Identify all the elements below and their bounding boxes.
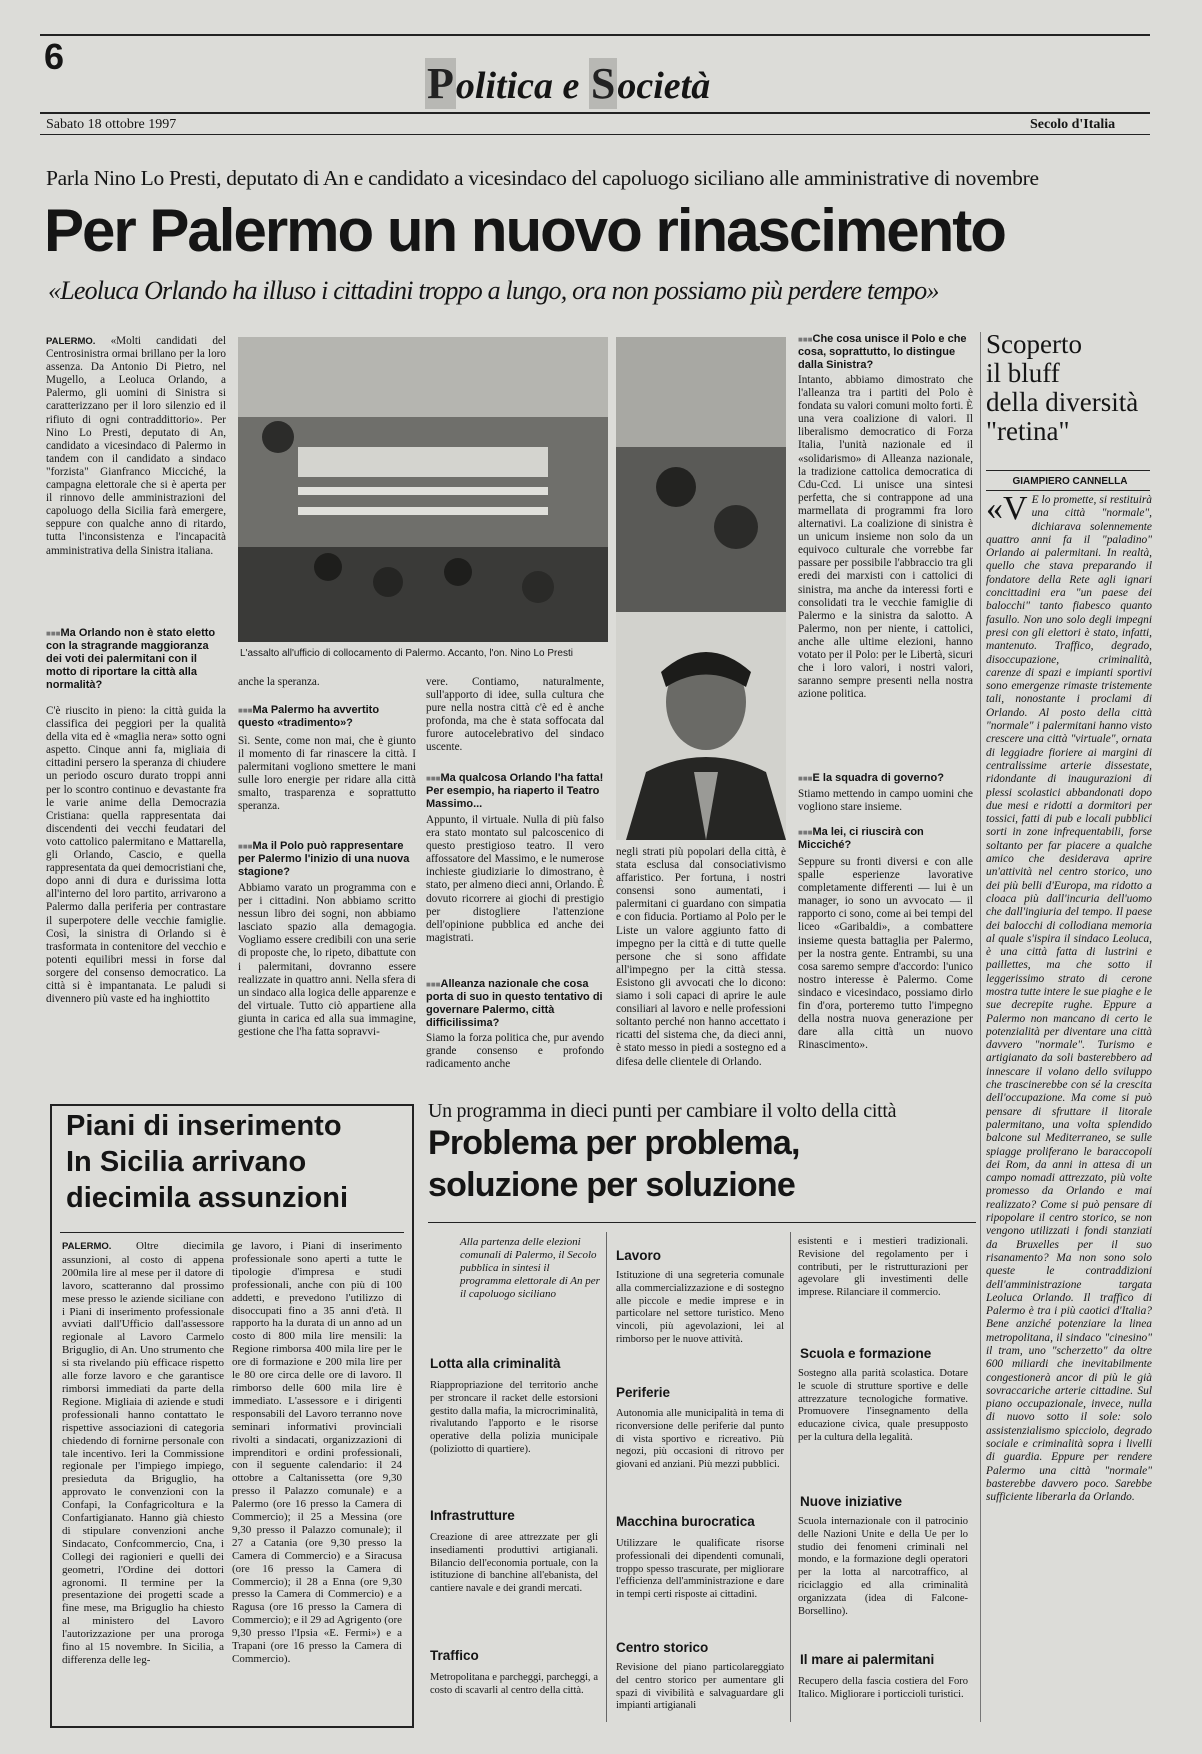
box-headline <box>66 1108 406 1216</box>
main-question-1: ■■■ Ma Orlando non è stato eletto con la stragrande maggioranza dei voti dei palermitani con il motto di riportare la città alla normalità? <box>46 627 226 692</box>
program-item-7-continued: esistenti e i mestieri tradizionali. Revisione del regolamento per i contributi, per le ristrutturazioni per agevolare gli investimenti delle imprese. Rilanciare il commercio. <box>798 1236 968 1299</box>
box-col-1-text: Oltre diecimila assunzioni, al costo di appena 200mila lire al mese per il datore di lavoro, scatteranno dal prossimo mese presso le aziende siciliane con i Piani di inserimento professionale avviati dall'Ufficio dall'assessore regionale al Lavoro Carmelo Briguglio, di An. Uno strumento che si sta rivelando più efficace rispetto alle forze lavoro e che garantisce rimborsi immediati da parte della Regione. Migliaia di aziende e studi professionali hanno contattato le rispettive associazioni di categoria chiedendo di fornirne personale con tale incentivo. Ieri la Commissione regionale per l'impiego impiego, presieduta da Briguglio, ha approvato le convenzioni con la Confapi, la Confagricoltura e la Confartigianato. Hanno già chiesto di stipulare convenzioni anche Sindacato, Confcommercio, Cna, i Collegi dei ragionieri e quelli dei geometri, l'Ordine dei dottori agronomi. Il termine per la presentazione dei progetti scade a fine mese, ma Briguglio ha chiesto al ministero del Lavoro l'autorizzazione per una proroga fino al 15 novembre. In Sicilia, a differenza delle leg- <box>62 1240 224 1666</box>
main-dateline: PALERMO. <box>46 336 96 347</box>
section-title <box>425 58 865 109</box>
photo-crowd-image <box>238 337 608 642</box>
program-item-8-text: Sostegno alla parità scolastica. Dotare le scuole di strutture sportive e delle attrezzature tecnologiche formative. Promuovere l'insegnamento della educazione civica, quale presupposto per la cultura della legalità. <box>798 1368 968 1443</box>
section-word-2: ocietà <box>617 65 711 107</box>
main-question-5: ■■■ Alleanza nazionale che cosa porta di suo in questo tentativo di governare Palermo, città difficilissima? <box>426 978 604 1030</box>
program-item-4-title: Lavoro <box>616 1248 662 1263</box>
main-answer-6: Intanto, abbiamo dimostrato che l'alleanza tra i partiti del Polo è fondata su valori comuni molto forti. È una vera coalizione di valori. Il liberalismo democratico di Forza Italia, l'unità nazionale ed il «solidarismo» di Alleanza nazionale, la tradizione cattolica democratica di Cdu-Ccd. Li unisce una sintesi perfetta, che si contrappone ad una marmellata di programmi fra loro alternativi. La coalizione di sinistra è un unicum insieme non solo da un equivoco culturale che vorrebbe far passare per possibile l'abbraccio tra gli eredi dei marxisti con i cattolici di sinistra, ma anche da interessi forti e consolidati tra le vecchie famiglie di Palermo e la sinistra da salotto. A Palermo, non per niente, i cattolici, anche alle ultime elezioni, hanno votato per il Polo: per le Libertà, sicuri che i loro valori, i nostri valori, saranno sempre presenti nella nostra azione politica. <box>798 374 973 701</box>
main-col-3-text: vere. Contiamo, naturalmente, sull'apporto di idee, sulla cultura che pure nella nostra città c'è ed è anche profonda, ma che è stata soffocata dal furore autocelebrativo del sindaco uscente. <box>426 676 604 754</box>
main-answer-8: Seppure su fronti diversi e con alle spalle esperienze lavorative completamente differenti — lui è un manager, io sono un avvocato — il rapporto ci sono, come ai bei tempi del liceo «Garibaldi», a combattere insieme questa battaglia per Palermo, per la nostra gente. Entrambi, su una cosa saremo sempre d'accordo: l'unico nostro interesse è Palermo. Come sindaco e vicesindaco, possiamo dirlo fin d'ora, porteremo tutto l'impegno della nostra nuova generazione per dare alla città un nuovo Rinascimento». <box>798 856 973 1052</box>
photo-crowd-2-image <box>616 337 786 612</box>
main-col-2-text: anche la speranza. <box>238 676 320 688</box>
photo-crowd-2 <box>616 337 786 612</box>
section-initial-s: S <box>590 59 616 108</box>
program-item-5-text: Autonomia alle municipalità in tema di riconversione delle periferie dal punto di vista sportivo e ricreativo. Più negozi, più occasioni di ritrovo per giovani ed anziani. Più mezzi pubblici. <box>616 1408 784 1471</box>
photo-lo-presti <box>616 612 786 840</box>
box-headline-line-1: Piani di inserimento <box>66 1110 342 1142</box>
sidebar-drop-cap: «V <box>986 494 1028 527</box>
sidebar-byline-rule <box>986 470 1150 471</box>
program-item-4-text: Istituzione di una segreteria comunale alla commercializzazione e di sostegno alle piccole e medie imprese e in particolare nel settore turistico. Meno vincoli, più agevolazioni, lei al rimborso per le nuove attività. <box>616 1270 784 1345</box>
program-item-9-title: Nuove iniziative <box>800 1494 903 1509</box>
header-rule-mid <box>40 112 1150 114</box>
program-item-1-title: Lotta alla criminalità <box>430 1356 561 1371</box>
program-col1-divider <box>606 1232 607 1722</box>
box-col-2: ge lavoro, i Piani di inserimento professionale sono aperti a tutte le tipologie d'impresa e studi professionali, anche con più di 100 addetti, e prevedono l'utilizzo di disoccupati fino a 35 anni d'età. Il rapporto ha la durata di un anno ad un costo di 800 mila lire mensili: la Regione rimborsa 400 mila lire per le ore di formazione e 200 mila lire per le 80 ore circa delle ore di lavoro. Il rimborso delle 600 mila lire è immediato. L'assessore e i dirigenti responsabili del Lavoro terranno nove seminari informativi provinciali rivolti a sindacati, organizzazioni di imprenditori e ordini professionali, con il seguente calendario: il 24 ottobre a Caltanissetta (ore 9,30 presso il Palazzo comunale) e a Palermo (ore 16 presso la Camera di Commercio); il 25 a Messina (ore 9,30 presso il Palazzo comunale); il 27 a Catania (ore 9,30 presso la Camera di Commercio) e a Siracusa (ore 16 presso la Camera di Commercio); il 28 a Enna (ore 9,30 presso la Camera di Commercio) e a Ragusa (ore 16 presso la Camera di Commercio); e il 29 ad Agrigento (ore 9,30 presso l'Ipsia «E. Fermi») e a Trapani (ore 16 presso la Camera di Commercio). <box>232 1240 402 1665</box>
program-rule <box>428 1222 976 1223</box>
section-initial-p: P <box>427 59 454 108</box>
main-question-3: ■■■ Ma il Polo può rappresentare per Palermo l'inizio di una nuova stagione? <box>238 840 416 879</box>
main-question-8: ■■■ Ma lei, ci riuscirà con Micciché? <box>798 826 973 852</box>
main-answer-3: Abbiamo varato un programma con e per i cittadini. Non abbiamo scritto nessun libro dei sogni, non abbiamo lasciato spazio alla demagogia. Vogliamo essere credibili con una serie di proposte che, lo ripeto, dibattute con i palermitani, dovranno essere realizzate in quattro anni. Nella sfera di un sindaco alla logica delle apparenze e del virtuale. Tutto ciò appartiene alla giunta in carica ed alla sua immagine, gestione che l'ha fatta sopravvi- <box>238 882 416 1039</box>
main-answer-1: C'è riuscito in pieno: la città guida la classifica dei peggiori per la qualità della vita ed è «maglia nera» sotto ogni aspetto. Cinque anni fa, migliaia di cittadini persero la speranza di chiudere un periodo oscuro durato troppi anni per lo scontro continuo e devastante fra le varie anime della Democrazia Cristiana: quella rappresentata dai discendenti dei vecchi feudatari del voto cattolico palermitano e Mattarella, gli Orlando, Cascio, e quella rappresentata da quei democristiani che, dopo anni di dura e durissima lotta all'interno del loro partito, arrivarono a Palermo dalla periferia per contrastare il superpotere delle vecchie famiglie. Così, la sinistra di Orlando si è trasformata in contenitore del vecchio e potenti equilibri messi in forse dal sorgere del consenso democratico. La città si è impantanata. Le paludi si divennero più vaste ed ha inghiottito <box>46 705 226 1006</box>
masthead-name: Secolo d'Italia <box>1030 117 1116 132</box>
sidebar-divider <box>980 332 981 1722</box>
program-headline-line-2: soluzione per soluzione <box>428 1166 795 1204</box>
program-item-10-text: Recupero della fascia costiera del Foro Italico. Migliorare i porticcioli turistici. <box>798 1676 968 1700</box>
main-headline: Per Palermo un nuovo rinascimento <box>44 197 1005 264</box>
main-answer-2: Sì. Sente, come non mai, che è giunto il momento di far rinascere la città. I palermitani vogliono smettere le mani sulle loro energie per ridare alla città smalto, trasparenza e soprattutto speranza. <box>238 735 416 813</box>
portrait-image <box>616 612 786 840</box>
section-conjunction: e <box>553 65 589 107</box>
program-item-8-title: Scuola e formazione <box>800 1346 932 1361</box>
main-col-1-text: «Molti candidati del Centrosinistra ormai brillano per la loro assenza. Da Antonio Di Pietro, nel Mugello, a Leoluca Orlando, a Palermo, gli uomini di Sinistra si caratterizzano per il loro silenzio ed il rifiuto di ogni contraddittorio». Per Nino Lo Presti, deputato di An, candidato a vicesindaco di Palermo in tandem con il candidato a sindaco "forzista" Gianfranco Micciché, la campagna elettorale che si è aperta per il rinnovo delle amministrazioni del capoluogo della Sicilia farà emergere, seppure con qualche anno di ritardo, tutta l'inconsistenza e l'incapacità amministrativa della Sinistra italiana. <box>46 335 226 557</box>
box-dateline: PALERMO. <box>62 1241 112 1252</box>
sidebar-body: E lo promette, si restituirà una città "normale", dichiarava solennemente quattro anni fa il "paladino" Orlando ai palermitani. In realtà, quello che stava preparando il fondatore della Rete agli ignari concittadini era "un paese dei balocchi" tanto fiabesco quanto fasullo. Non uno solo degli impegni presi con gli elettori è stato, infatti, mantenuto. Traffico, degrado, disoccupazione, criminalità, carenze di spazi e impianti sportivi sono emergenze rimaste tristemente tali, nonostante i proclami di Orlando. Al posto della città "normale" i palermitani hanno visto crescere una città "virtuale", ornata di leggiadre fioriere ai margini di centralissime arterie dissestate, ridondante di inaugurazioni di plessi scolastici abbandonati dopo due mesi e ridotti a dormitori per tossici, fatti di pub e locali pubblici sorti in zone infrequentabili, forse soltanto per far piacere a qualche amico che desiderava aprire un'attività nel centro storico, uno dei più belli d'Europa, ma ridotto a cloaca più dall'incuria dell'uomo che dall'ingiuria del tempo. Il paese dei balocchi di collodiana memoria al quale s'ispira il sindaco Leoluca, è una città fatta di lustrini e paillettes, ma che sotto il leggerissimo strato di cerone mostra tutte intere le sue piaghe e le sue decrepite rughe. Eppure a Palermo non mancano di certo le potenzialità per diventare una città davvero "normale". Turismo e artigianato da soli basterebbero ad innescare il volano dello sviluppo che trascinerebbe con sé la crescita dell'occupazione. Ma come si può pensare di sfruttare il litorale palermitano, una volta splendido balcone sul Mediterraneo, se sulle spiagge proliferano le baraccopoli dei Rom, da anni in attesa di un campo nomadi attrezzato, più volte promesso da Orlando e mai realizzato? Come si può pensare di ripopolare il centro storico, se non vengono utilizzati i fondi stanziati da Bruxelles per il suo risanamento? Ma non sono solo queste le contraddizioni dell'amministrazione targata Leoluca Orlando. Il traffico di Palermo è tra i più caotici d'Italia? Bene anziché potenziare la linea metropolitana, il sindaco "cinesino" il tram, uno "scherzetto" da oltre 600 miliardi che inevitabilmente congestionerà ancor di più le già sovraccariche arterie cittadine. Sul piano occupazionale, invece, nulla di nuovo sotto il sole: solo assistenzialismo spicciolo, degrado sociale e criminalità sopra i livelli di guardia. Eppure per rendere Palermo una città "normale" basterebbe davvero poco. Sarebbe sufficiente liberarla da Orlando. <box>986 494 1152 1504</box>
program-item-9-text: Scuola internazionale con il patrocinio delle Nazioni Unite e della Ue per lo studio dei fenomeni criminali nel mondo, e la formazione degli operatori per la lotta al narcotraffico, al riciclaggio ed alla criminalità organizzata (idea di Falcone-Borsellino). <box>798 1516 968 1617</box>
program-item-6-title: Macchina burocratica <box>616 1514 755 1529</box>
main-answer-7: Stiamo mettendo in campo uomini che vogliono stare insieme. <box>798 788 973 814</box>
sidebar-headline-line-1: Scoperto <box>986 329 1082 359</box>
program-overline: Un programma in dieci punti per cambiare il volto della città <box>428 1100 897 1122</box>
program-item-6-text: Utilizzare le qualificate risorse professionali dei dipendenti comunali, troppo spesso trascurate, per migliorare l'efficienza dell'amministrazione e dare in tempi certi risposte ai cittadini. <box>616 1538 784 1601</box>
main-answer-5: Siamo la forza politica che, pur avendo grande consenso e profondo radicamento anche <box>426 1032 604 1071</box>
program-headline-line-1: Problema per problema, <box>428 1124 800 1162</box>
sidebar-headline <box>986 330 1156 446</box>
main-answer-4: Appunto, il virtuale. Nulla di più falso era stato montato sul palcoscenico di questo prestigioso teatro. Il vero affossatore del Massimo, e le numerose inchieste giudiziarie lo dimostrano, è stato, per almeno dieci anni, Orlando. È dovuto ricorrere ai giochi di prestigio per distogliere l'attenzione dell'opinione pubblica ed anche dei magistrati. <box>426 814 604 944</box>
program-headline <box>428 1122 978 1206</box>
sidebar-headline-line-3: della diversità <box>986 387 1139 417</box>
program-item-1-text: Riappropriazione del territorio anche per stroncare il racket delle estorsioni gestito dalla mafia, la microcriminalità, rivalutando l'apporto e le risorse operative della polizia municipale (poliziotto di quartiere). <box>430 1380 598 1455</box>
issue-date: Sabato 18 ottobre 1997 <box>46 117 177 132</box>
box-headline-line-3: diecimila assunzioni <box>66 1182 349 1214</box>
sidebar-headline-line-4: "retina" <box>986 416 1070 446</box>
sidebar-byline-rule-2 <box>986 490 1150 491</box>
program-item-3-title: Traffico <box>430 1648 479 1663</box>
box-headline-rule <box>60 1232 404 1233</box>
sidebar-text <box>986 494 1152 1744</box>
program-item-3-text: Metropolitana e parcheggi, parcheggi, a costo di scavarli al centro della città. <box>430 1672 598 1696</box>
main-overline: Parla Nino Lo Presti, deputato di An e candidato a vicesindaco del capoluogo siciliano alle amministrative di novembre <box>46 166 1039 190</box>
page-number: 6 <box>44 36 65 77</box>
sidebar-headline-line-2: il bluff <box>986 358 1060 388</box>
main-col-1 <box>46 335 226 635</box>
photo-caption: L'assalto all'ufficio di collocamento di Palermo. Accanto, l'on. Nino Lo Presti <box>240 648 573 659</box>
main-question-7: ■■■ E la squadra di governo? <box>798 772 973 785</box>
program-item-7-text: Revisione del piano particolareggiato del centro storico per aumentare gli spazi di vivibilità e salvaguardare gli impianti artigianali <box>616 1662 784 1712</box>
header-rule-bottom <box>40 134 1150 135</box>
program-item-2-title: Infrastrutture <box>430 1508 515 1523</box>
main-question-4: ■■■ Ma qualcosa Orlando l'ha fatta! Per esempio, ha riaperto il Teatro Massimo... <box>426 772 604 811</box>
program-item-7-title: Centro storico <box>616 1640 709 1655</box>
box-headline-line-2: In Sicilia arrivano <box>66 1146 307 1178</box>
photo-crowd <box>238 337 608 642</box>
program-col2-divider <box>790 1232 791 1722</box>
main-question-2: ■■■ Ma Palermo ha avvertito questo «tradimento»? <box>238 704 416 730</box>
main-subhead: «Leoluca Orlando ha illuso i cittadini troppo a lungo, ora non possiamo più perdere tempo» <box>48 276 939 305</box>
header-rule-top <box>40 34 1150 36</box>
section-word-1: olitica <box>455 65 553 107</box>
main-col-4-text: negli strati più popolari della città, è stata esclusa dal consociativismo affaristico. Per fortuna, i nostri consensi sono aumentati, i palermitani ci guardano con simpatia e con fiducia. Portiamo al Polo per le Liste un valore aggiunto fatto di impegno per la città e di tutte quelle persone che si sono affidate all'impegno per la città stessa. Esistono gli avvocati che lo dicono: siamo i soli capaci di aprire le aule consiliari al lavoro e nelle professioni soltanto perché non hanno accettato i ricatti del sistema che, da dieci anni, è stato messo in piedi a sostegno ed a difesa delle clientele di Orlando. <box>616 846 786 1068</box>
main-question-6: ■■■ Che cosa unisce il Polo e che cosa, soprattutto, lo distingue dalla Sinistra? <box>798 333 973 372</box>
sidebar-byline: GIAMPIERO CANNELLA <box>1012 476 1128 487</box>
program-item-10-title: Il mare ai palermitani <box>800 1652 935 1667</box>
program-item-5-title: Periferie <box>616 1385 671 1400</box>
program-intro: Alla partenza delle elezioni comunali di Palermo, il Secolo pubblica in sintesi il programma elettorale di An per il capoluogo siciliano <box>460 1236 600 1300</box>
program-item-2-text: Creazione di aree attrezzate per gli insediamenti produttivi artigianali. Bilancio dell'economia portuale, con la istituzione di banchine all'ebanista, del cantiere navale e dei grandi mercati. <box>430 1532 598 1595</box>
box-col-1 <box>62 1240 224 1718</box>
